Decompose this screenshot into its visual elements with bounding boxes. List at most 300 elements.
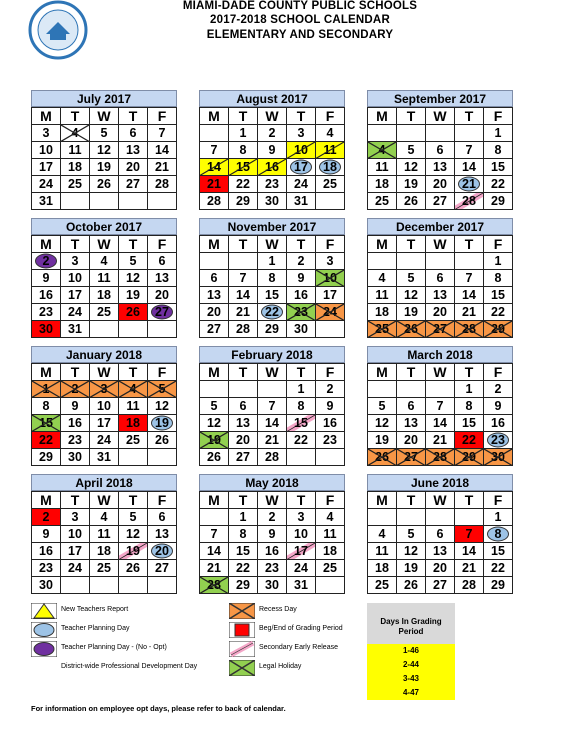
day-cell xyxy=(397,560,426,577)
weekday-header: T xyxy=(397,364,426,381)
day-cell xyxy=(287,125,316,142)
day-cell xyxy=(148,287,177,304)
day-cell xyxy=(119,142,148,159)
weekday-header: T xyxy=(229,108,258,125)
day-cell xyxy=(397,125,426,142)
day-number: 21 xyxy=(207,176,221,191)
day-number: 1 xyxy=(494,125,502,140)
grading-row: 3-43 xyxy=(367,672,455,686)
weekday-header: F xyxy=(484,364,513,381)
day-number: 11 xyxy=(68,142,82,157)
day-number: 31 xyxy=(68,321,82,336)
day-number: 5 xyxy=(158,381,166,396)
day-cell xyxy=(455,193,484,210)
day-number: 25 xyxy=(323,176,337,191)
week-row xyxy=(32,432,177,449)
day-cell xyxy=(200,270,229,287)
weekday-header: T xyxy=(119,236,148,253)
day-cell xyxy=(316,142,345,159)
day-number: 15 xyxy=(462,415,476,430)
day-cell xyxy=(484,321,513,338)
day-cell xyxy=(119,159,148,176)
day-number: 22 xyxy=(39,432,53,447)
day-number: 25 xyxy=(375,193,389,208)
day-number: 4 xyxy=(378,270,386,285)
day-cell xyxy=(426,270,455,287)
day-cell xyxy=(368,176,397,193)
day-number: 26 xyxy=(404,321,418,336)
day-cell xyxy=(32,304,61,321)
school-district-logo xyxy=(26,0,90,60)
day-number: 8 xyxy=(465,398,473,413)
day-number: 10 xyxy=(39,142,53,157)
day-number: 12 xyxy=(404,543,418,558)
day-cell xyxy=(119,304,148,321)
day-cell xyxy=(484,449,513,466)
day-cell xyxy=(455,287,484,304)
month-title: October 2017 xyxy=(31,218,177,235)
title-line-2: 2017-2018 SCHOOL CALENDAR xyxy=(210,14,390,26)
month-table xyxy=(367,363,513,466)
day-cell xyxy=(148,270,177,287)
day-number: 9 xyxy=(42,526,50,541)
day-number: 19 xyxy=(97,159,111,174)
day-cell xyxy=(200,415,229,432)
day-cell xyxy=(229,159,258,176)
weekday-header: M xyxy=(200,108,229,125)
day-cell xyxy=(90,321,119,338)
day-cell xyxy=(287,270,316,287)
day-cell xyxy=(61,432,90,449)
day-cell xyxy=(61,304,90,321)
day-cell xyxy=(287,253,316,270)
day-number: 8 xyxy=(297,398,305,413)
day-cell xyxy=(200,449,229,466)
day-cell xyxy=(229,398,258,415)
day-number: 29 xyxy=(491,193,505,208)
month-table xyxy=(31,363,177,466)
day-cell xyxy=(397,287,426,304)
day-cell xyxy=(32,321,61,338)
day-number: 29 xyxy=(236,577,250,592)
day-cell xyxy=(368,381,397,398)
day-cell xyxy=(484,125,513,142)
day-number: 31 xyxy=(294,193,308,208)
weekday-header: M xyxy=(368,236,397,253)
day-cell xyxy=(368,543,397,560)
day-cell xyxy=(258,193,287,210)
day-number: 24 xyxy=(39,176,53,191)
day-cell xyxy=(90,526,119,543)
day-cell xyxy=(148,543,177,560)
day-cell xyxy=(90,560,119,577)
day-cell xyxy=(119,415,148,432)
day-number: 29 xyxy=(491,321,505,336)
day-number: 30 xyxy=(294,321,308,336)
day-cell xyxy=(455,253,484,270)
week-row xyxy=(32,253,177,270)
day-cell xyxy=(455,159,484,176)
day-number: 20 xyxy=(207,304,221,319)
day-cell xyxy=(258,125,287,142)
day-number: 1 xyxy=(239,509,247,524)
day-number: 1 xyxy=(494,253,502,268)
week-row xyxy=(200,526,345,543)
day-number: 1 xyxy=(42,381,50,396)
week-row xyxy=(200,321,345,338)
week-row xyxy=(368,176,513,193)
day-cell xyxy=(229,381,258,398)
day-number: 22 xyxy=(236,176,250,191)
day-cell xyxy=(368,304,397,321)
day-number: 16 xyxy=(265,543,279,558)
day-cell xyxy=(119,398,148,415)
day-cell xyxy=(229,321,258,338)
day-cell xyxy=(316,270,345,287)
day-number: 25 xyxy=(68,176,82,191)
day-number: 23 xyxy=(265,560,279,575)
day-number: 13 xyxy=(433,159,447,174)
day-cell xyxy=(316,577,345,594)
day-number: 18 xyxy=(375,304,389,319)
day-number: 12 xyxy=(97,142,111,157)
day-number: 30 xyxy=(265,577,279,592)
day-number: 16 xyxy=(39,543,53,558)
day-cell xyxy=(455,176,484,193)
week-row xyxy=(368,415,513,432)
day-cell xyxy=(287,415,316,432)
month-table xyxy=(199,363,345,466)
day-number: 19 xyxy=(404,560,418,575)
month-title: December 2017 xyxy=(367,218,513,235)
weekday-header: T xyxy=(119,364,148,381)
day-cell xyxy=(229,142,258,159)
day-cell xyxy=(316,398,345,415)
day-number: 6 xyxy=(436,526,444,541)
day-number: 13 xyxy=(155,526,169,541)
day-number: 1 xyxy=(494,509,502,524)
day-cell xyxy=(287,509,316,526)
day-cell xyxy=(119,526,148,543)
month-title: April 2018 xyxy=(31,474,177,491)
day-cell xyxy=(119,509,148,526)
day-number: 2 xyxy=(494,381,502,396)
weekday-header: M xyxy=(368,492,397,509)
day-number: 13 xyxy=(433,287,447,302)
day-number: 3 xyxy=(297,125,305,140)
day-cell xyxy=(90,304,119,321)
title-line-3: ELEMENTARY AND SECONDARY xyxy=(206,29,394,41)
month-title: September 2017 xyxy=(367,90,513,107)
day-cell xyxy=(229,193,258,210)
day-cell xyxy=(90,432,119,449)
day-number: 17 xyxy=(39,159,53,174)
month-title: March 2018 xyxy=(367,346,513,363)
day-cell xyxy=(484,398,513,415)
day-cell xyxy=(119,432,148,449)
weekday-header: F xyxy=(148,492,177,509)
day-number: 27 xyxy=(155,304,169,319)
day-cell xyxy=(484,287,513,304)
day-number: 12 xyxy=(126,270,140,285)
week-row xyxy=(368,398,513,415)
week-row xyxy=(368,560,513,577)
day-cell xyxy=(258,432,287,449)
legend-district-pd-label: District-wide Professional Development Day xyxy=(61,663,198,670)
day-cell xyxy=(32,432,61,449)
day-number: 19 xyxy=(404,176,418,191)
day-cell xyxy=(90,577,119,594)
day-cell xyxy=(229,577,258,594)
day-cell xyxy=(200,381,229,398)
day-number: 16 xyxy=(491,415,505,430)
day-cell xyxy=(32,398,61,415)
day-cell xyxy=(200,287,229,304)
day-number: 5 xyxy=(378,398,386,413)
day-number: 10 xyxy=(68,270,82,285)
day-cell xyxy=(484,509,513,526)
weekday-header: W xyxy=(90,108,119,125)
day-cell xyxy=(200,193,229,210)
day-cell xyxy=(200,176,229,193)
weekday-header: M xyxy=(200,492,229,509)
day-cell xyxy=(200,304,229,321)
day-number: 13 xyxy=(155,270,169,285)
day-cell xyxy=(258,509,287,526)
weekday-header: T xyxy=(455,236,484,253)
weekday-header: T xyxy=(287,492,316,509)
week-row xyxy=(200,304,345,321)
day-number: 20 xyxy=(126,159,140,174)
day-cell xyxy=(368,287,397,304)
grading-row: 4-47 xyxy=(367,686,455,700)
day-number: 27 xyxy=(207,321,221,336)
day-cell xyxy=(258,577,287,594)
day-cell xyxy=(426,526,455,543)
day-cell xyxy=(368,509,397,526)
day-number: 11 xyxy=(375,287,389,302)
day-cell xyxy=(455,321,484,338)
weekday-header: T xyxy=(119,492,148,509)
weekday-header: M xyxy=(32,108,61,125)
day-cell xyxy=(316,381,345,398)
day-number: 5 xyxy=(129,509,137,524)
weekday-header: F xyxy=(484,108,513,125)
day-number: 16 xyxy=(294,287,308,302)
day-cell xyxy=(316,543,345,560)
week-row xyxy=(32,560,177,577)
day-number: 21 xyxy=(462,176,476,191)
day-number: 25 xyxy=(375,321,389,336)
week-row xyxy=(200,142,345,159)
day-cell xyxy=(90,415,119,432)
day-cell xyxy=(200,398,229,415)
day-cell xyxy=(229,287,258,304)
day-cell xyxy=(316,321,345,338)
day-cell xyxy=(119,321,148,338)
day-number: 20 xyxy=(433,560,447,575)
green-x-icon xyxy=(229,660,255,676)
day-number: 21 xyxy=(236,304,250,319)
day-cell xyxy=(455,415,484,432)
day-cell xyxy=(90,398,119,415)
day-cell xyxy=(484,526,513,543)
week-row xyxy=(200,415,345,432)
day-number: 14 xyxy=(462,543,476,558)
day-cell xyxy=(484,560,513,577)
day-cell xyxy=(455,509,484,526)
day-cell xyxy=(119,449,148,466)
month-table xyxy=(31,491,177,594)
grading-header: Days In Grading Period xyxy=(367,603,455,644)
weekday-header: T xyxy=(455,492,484,509)
day-cell xyxy=(368,560,397,577)
day-number: 9 xyxy=(71,398,79,413)
day-number: 2 xyxy=(326,381,334,396)
day-cell xyxy=(200,125,229,142)
day-cell xyxy=(32,543,61,560)
weekday-header: M xyxy=(32,236,61,253)
month-table xyxy=(199,235,345,338)
day-number: 26 xyxy=(155,432,169,447)
week-row xyxy=(368,304,513,321)
day-cell xyxy=(368,142,397,159)
day-cell xyxy=(148,526,177,543)
day-cell xyxy=(455,543,484,560)
week-row xyxy=(200,159,345,176)
weekday-header: M xyxy=(32,492,61,509)
month-block xyxy=(31,346,177,466)
day-number: 30 xyxy=(265,193,279,208)
weekday-header: W xyxy=(90,492,119,509)
day-cell xyxy=(61,176,90,193)
day-number: 7 xyxy=(268,398,276,413)
day-number: 7 xyxy=(465,142,473,157)
day-cell xyxy=(200,560,229,577)
month-table xyxy=(367,491,513,594)
day-cell xyxy=(455,449,484,466)
day-cell xyxy=(368,577,397,594)
day-cell xyxy=(258,321,287,338)
day-number: 27 xyxy=(404,449,418,464)
day-number: 2 xyxy=(268,509,276,524)
day-cell xyxy=(200,253,229,270)
footnote: For information on employee opt days, please refer to back of calendar. xyxy=(31,704,286,713)
day-cell xyxy=(397,509,426,526)
grading-row: 1-46 xyxy=(367,644,455,658)
day-cell xyxy=(316,415,345,432)
legend-recess-label: Recess Day xyxy=(259,606,297,613)
day-cell xyxy=(229,509,258,526)
day-number: 7 xyxy=(436,398,444,413)
weekday-header: T xyxy=(397,492,426,509)
month-table xyxy=(31,107,177,210)
day-number: 7 xyxy=(210,526,218,541)
day-cell xyxy=(287,142,316,159)
day-cell xyxy=(90,270,119,287)
day-number: 1 xyxy=(268,253,276,268)
day-number: 14 xyxy=(433,415,447,430)
weekday-header: F xyxy=(316,236,345,253)
month-table xyxy=(199,107,345,210)
week-row xyxy=(32,449,177,466)
day-cell xyxy=(32,287,61,304)
day-number: 25 xyxy=(375,577,389,592)
day-number: 24 xyxy=(68,304,82,319)
day-cell xyxy=(368,159,397,176)
weekday-header: W xyxy=(258,108,287,125)
week-row xyxy=(200,449,345,466)
week-row xyxy=(200,270,345,287)
day-number: 12 xyxy=(155,398,169,413)
day-number: 3 xyxy=(100,381,108,396)
day-cell xyxy=(90,125,119,142)
day-number: 22 xyxy=(236,560,250,575)
day-number: 31 xyxy=(97,449,111,464)
day-cell xyxy=(258,270,287,287)
day-cell xyxy=(455,125,484,142)
month-title: June 2018 xyxy=(367,474,513,491)
day-cell xyxy=(397,543,426,560)
month-table xyxy=(31,235,177,338)
week-row xyxy=(368,381,513,398)
week-row xyxy=(200,287,345,304)
week-row xyxy=(200,509,345,526)
day-cell xyxy=(200,142,229,159)
day-cell xyxy=(455,270,484,287)
legend xyxy=(31,603,361,703)
day-cell xyxy=(287,543,316,560)
week-row xyxy=(368,321,513,338)
day-number: 18 xyxy=(323,159,337,174)
day-number: 28 xyxy=(207,193,221,208)
week-row xyxy=(32,193,177,210)
day-number: 11 xyxy=(375,543,389,558)
day-cell xyxy=(90,142,119,159)
day-number: 4 xyxy=(100,509,108,524)
day-cell xyxy=(32,176,61,193)
day-number: 20 xyxy=(236,432,250,447)
day-number: 1 xyxy=(465,381,473,396)
day-cell xyxy=(148,432,177,449)
day-cell xyxy=(61,526,90,543)
grading-period-box xyxy=(367,603,455,700)
day-cell xyxy=(200,526,229,543)
day-cell xyxy=(287,432,316,449)
day-number: 20 xyxy=(433,176,447,191)
day-cell xyxy=(287,304,316,321)
day-cell xyxy=(119,577,148,594)
day-number: 13 xyxy=(236,415,250,430)
day-number: 29 xyxy=(462,449,476,464)
pink-slash-icon xyxy=(229,641,255,657)
day-cell xyxy=(397,193,426,210)
day-number: 27 xyxy=(433,321,447,336)
weekday-header: W xyxy=(426,364,455,381)
weekday-header: T xyxy=(61,108,90,125)
day-cell xyxy=(61,125,90,142)
week-row xyxy=(368,449,513,466)
day-number: 30 xyxy=(68,449,82,464)
day-number: 2 xyxy=(297,253,305,268)
day-cell xyxy=(148,321,177,338)
day-number: 9 xyxy=(297,270,305,285)
day-number: 13 xyxy=(433,543,447,558)
day-number: 18 xyxy=(126,415,140,430)
day-number: 7 xyxy=(465,270,473,285)
week-row xyxy=(32,526,177,543)
day-cell xyxy=(148,159,177,176)
